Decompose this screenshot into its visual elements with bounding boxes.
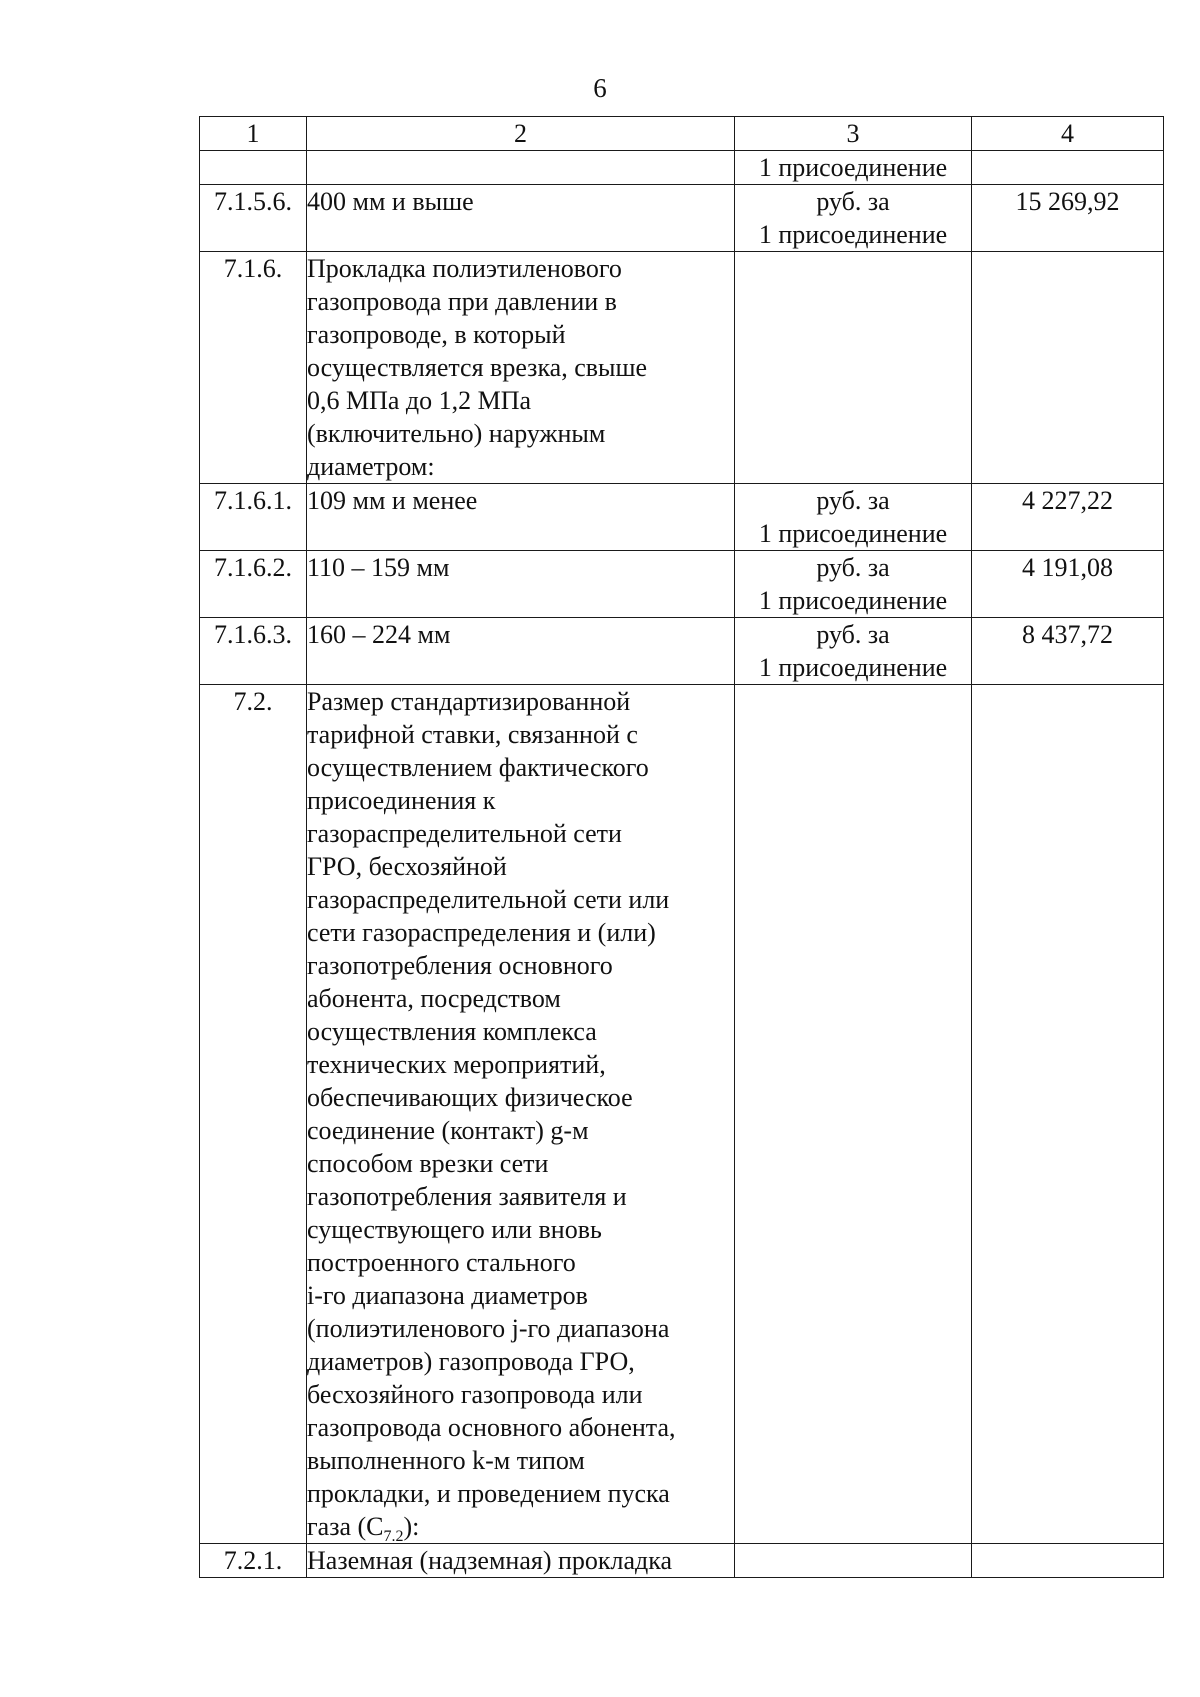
header-col-2: 2 — [307, 117, 735, 151]
item-value — [972, 151, 1164, 185]
item-unit: руб. за 1 присоединение — [735, 618, 972, 685]
item-value: 8 437,72 — [972, 618, 1164, 685]
item-number: 7.2.1. — [200, 1544, 307, 1578]
table-row — [200, 151, 1164, 185]
item-unit: руб. за 1 присоединение — [735, 185, 972, 252]
table-row — [200, 484, 1164, 551]
table-row — [200, 618, 1164, 685]
page-number: 6 — [593, 73, 607, 103]
item-number — [200, 151, 307, 185]
item-number: 7.1.6.1. — [200, 484, 307, 551]
item-value — [972, 685, 1164, 1544]
item-value: 15 269,92 — [972, 185, 1164, 252]
item-number: 7.2. — [200, 685, 307, 1544]
item-number: 7.1.6. — [200, 252, 307, 484]
item-unit — [735, 1544, 972, 1578]
item-value: 4 191,08 — [972, 551, 1164, 618]
item-unit — [735, 252, 972, 484]
item-number: 7.1.5.6. — [200, 185, 307, 252]
item-unit: руб. за 1 присоединение — [735, 551, 972, 618]
item-value — [972, 252, 1164, 484]
item-value — [972, 1544, 1164, 1578]
header-col-1: 1 — [200, 117, 307, 151]
item-value: 4 227,22 — [972, 484, 1164, 551]
item-description: Прокладка полиэтиленового газопровода при давлении в газопроводе, в который осуществляется врезка, свыше 0,6 МПа до 1,2 МПа (включительно) наружным диаметром: — [307, 252, 735, 484]
item-number: 7.1.6.3. — [200, 618, 307, 685]
subscript-index: 7.2 — [383, 1528, 404, 1546]
item-description: Наземная (надземная) прокладка — [307, 1544, 735, 1578]
item-description — [307, 151, 735, 185]
table-row — [200, 685, 1164, 1544]
item-description: Размер стандартизированной тарифной ставки, связанной с осуществлением фактического присоединения к газораспределительной сети ГРО, бесхозяйной газораспределительной сети или сети газораспределения и (или) газопотребления основного абонента, посредством осуществления комплекса технических мероприятий, обеспечивающих физическое соединение (контакт) g-м способом врезки сети газопотребления заявителя и существующего или вновь построенного стального i-го диапазона диаметров (полиэтиленового j-го диапазона диаметров) газопровода ГРО, бесхозяйного газопровода или газопровода основного абонента, выполненного k-м типом прокладки, и проведением пуска газа $(С_{7.2})$: — [307, 685, 735, 1544]
header-col-3: 3 — [735, 117, 972, 151]
header-col-4: 4 — [972, 117, 1164, 151]
table-row — [200, 1544, 1164, 1578]
header-row — [200, 117, 1164, 151]
item-unit — [735, 685, 972, 1544]
item-description: 400 мм и выше — [307, 185, 735, 252]
item-number: 7.1.6.2. — [200, 551, 307, 618]
item-unit: руб. за 1 присоединение — [735, 484, 972, 551]
table-row — [200, 252, 1164, 484]
item-unit: 1 присоединение — [735, 151, 972, 185]
item-description: 109 мм и менее — [307, 484, 735, 551]
tariff-table — [199, 116, 1164, 1578]
table-row — [200, 551, 1164, 618]
table-row — [200, 185, 1164, 252]
description-tail: ): — [403, 1512, 420, 1541]
item-description: 160 – 224 мм — [307, 618, 735, 685]
item-description: 110 – 159 мм — [307, 551, 735, 618]
